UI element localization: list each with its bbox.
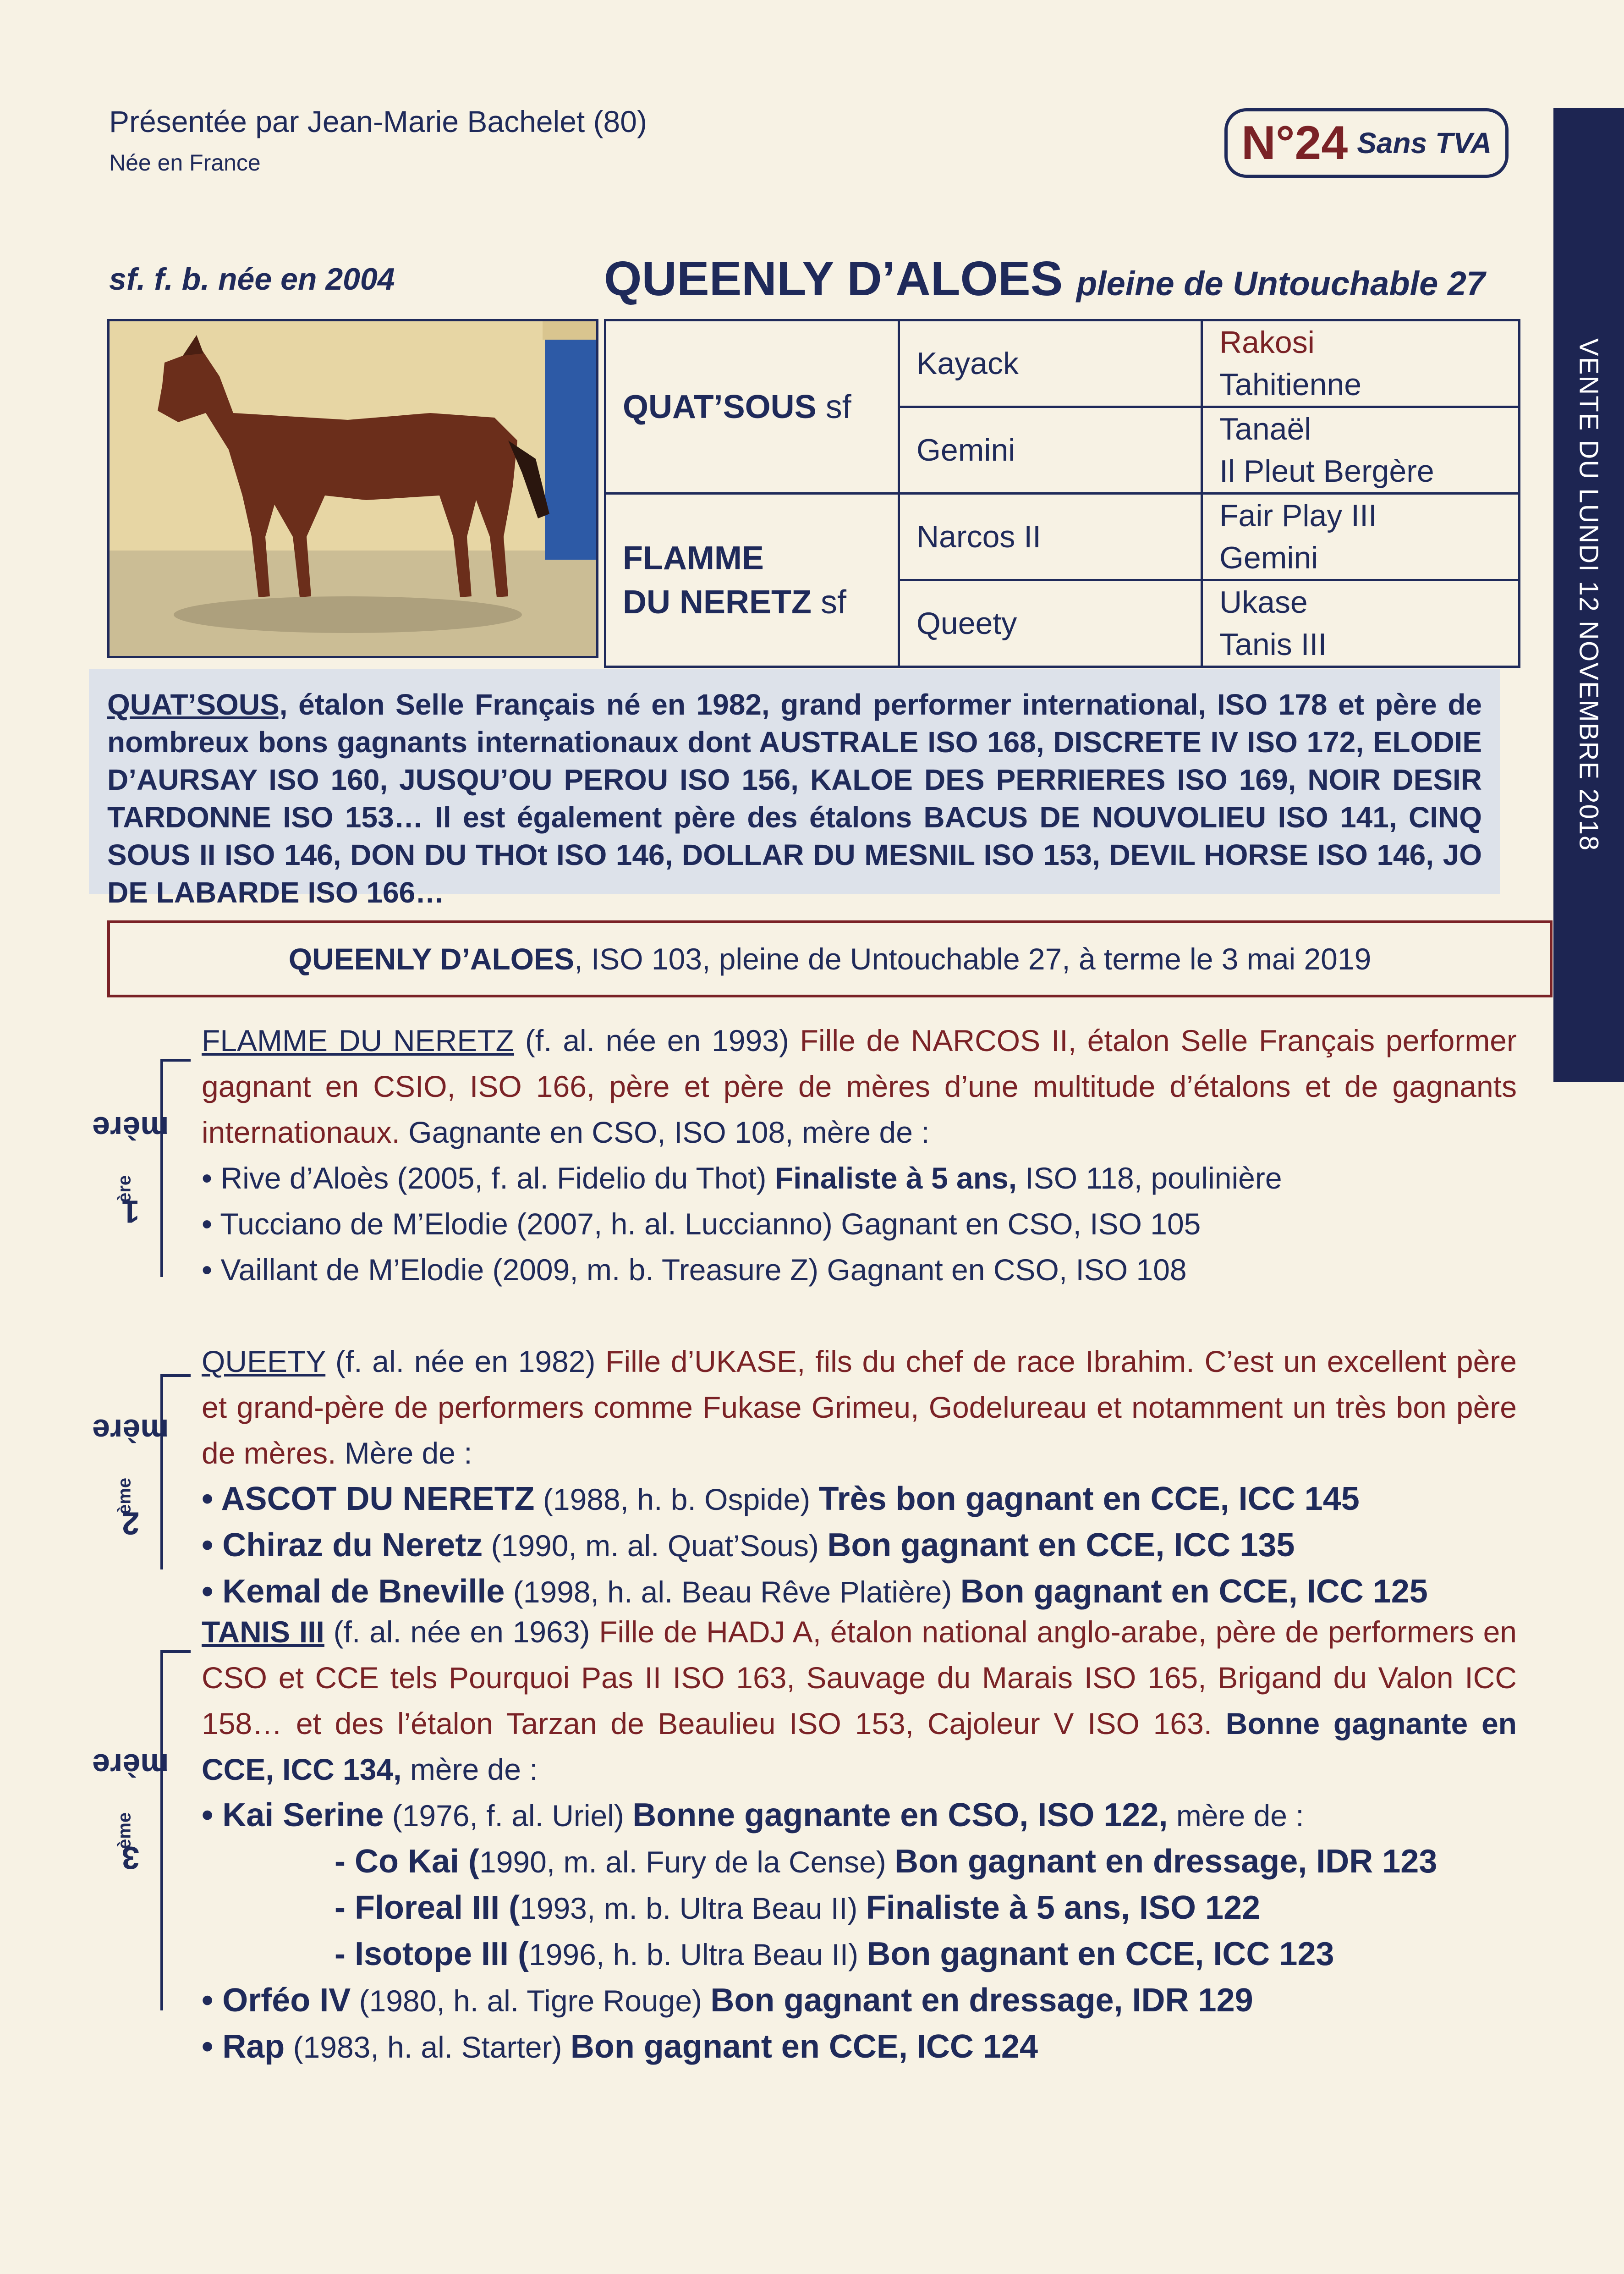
dam2-offspring-1: • Chiraz du Neretz (1990, m. al. Quat’Sous) Bon gagnant en CCE, ICC 135 xyxy=(202,1527,1295,1564)
dam3-other-1: • Rap (1983, h. al. Starter) Bon gagnant en CCE, ICC 124 xyxy=(202,2028,1038,2065)
sire-suffix: sf xyxy=(825,388,851,425)
horse-photo xyxy=(107,319,598,658)
dam1-offspring-0: • Rive d’Aloès (2005, f. al. Fidelio du Thot) Finaliste à 5 ans, ISO 118, poulinière xyxy=(202,1161,1282,1195)
dam3-section xyxy=(202,1609,1517,2070)
presenter-line: Présentée par Jean-Marie Bachelet (80) xyxy=(109,105,647,138)
horse-name: QUEENLY D’ALOES xyxy=(604,252,1063,306)
pedigree-sire-dam: Gemini xyxy=(899,407,1202,494)
dam3-birth: (f. al. née en 1963) xyxy=(324,1615,599,1649)
pedigree-dss-dsd xyxy=(1202,494,1520,580)
dam1-sire-info: Fille de NARCOS II, étalon Selle Français performer gagnant en CSIO, ISO 166, père et père de mères d’une multitude d’étalons et de gagnants internationaux. xyxy=(202,1024,1517,1149)
dam2-offspring-0: • ASCOT DU NERETZ (1988, h. b. Ospide) Très bon gagnant en CCE, ICC 145 xyxy=(202,1481,1360,1517)
dam-name-line1: FLAMME xyxy=(623,540,764,577)
lot-badge xyxy=(1224,108,1509,178)
dam2-name: QUEETY xyxy=(202,1344,326,1378)
pedigree-sire-sire: Kayack xyxy=(899,320,1202,407)
dam1-birth: (f. al. née en 1993) xyxy=(514,1024,800,1057)
desc-lead: QUAT’SOUS, xyxy=(107,688,288,721)
dam3-label: 3ème mère xyxy=(92,1747,169,1876)
dam-name-line2: DU NERETZ xyxy=(623,584,812,621)
dam2-section xyxy=(202,1338,1517,1615)
dam3-kai: • Kai Serine (1976, f. al. Uriel) Bonne gagnante en CSO, ISO 122, mère de : xyxy=(202,1797,1304,1834)
dam3-sire-info: Fille de HADJ A, étalon national anglo-arabe, père de performers en CSO et CCE tels Pourquoi Pas II ISO 163, Sauvage du Marais ISO 165, Brigand du Valon ICC 158… et des l’étalon Tarzan de Beaulieu ISO 153, Cajoleur V ISO 163. xyxy=(202,1615,1517,1740)
pedigree-dss: Fair Play III xyxy=(1219,498,1377,533)
pedigree-dam xyxy=(605,494,899,667)
pedigree-sss-ssd xyxy=(1202,320,1520,407)
horse-photo-image xyxy=(110,321,596,656)
dam1-bracket xyxy=(160,1059,191,1277)
birthplace-line: Née en France xyxy=(109,150,261,176)
dam2-birth: (f. al. née en 1982) xyxy=(325,1344,606,1378)
dam2-bracket xyxy=(160,1374,191,1569)
sale-summary-name: QUEENLY D’ALOES xyxy=(288,942,575,976)
dam1-rest: Gagnante en CSO, ISO 108, mère de : xyxy=(400,1115,930,1149)
horse-pregnancy: pleine de Untouchable 27 xyxy=(1076,264,1486,303)
dam1-offspring-2: • Vaillant de M’Elodie (2009, m. b. Treasure Z) Gagnant en CSO, ISO 108 xyxy=(202,1253,1187,1287)
pedigree-sdd: Il Pleut Bergère xyxy=(1219,454,1434,489)
dam2-label: 2ème mère xyxy=(92,1412,169,1542)
dam3-name: TANIS III xyxy=(202,1615,324,1649)
dam3-rest: mère de : xyxy=(401,1752,538,1786)
dam2-offspring-2: • Kemal de Bneville (1998, h. al. Beau Rêve Platière) Bon gagnant en CCE, ICC 125 xyxy=(202,1573,1428,1610)
pedigree-ddd: Tanis III xyxy=(1219,627,1327,662)
dam2-rest: Mère de : xyxy=(336,1436,472,1470)
dam1-section xyxy=(202,1018,1517,1293)
dam1-offspring-1: • Tucciano de M’Elodie (2007, h. al. Luccianno) Gagnant en CSO, ISO 105 xyxy=(202,1207,1201,1241)
pedigree-sds-sdd xyxy=(1202,407,1520,494)
pedigree-dam-sire: Narcos II xyxy=(899,494,1202,580)
sire-description xyxy=(89,669,1500,909)
dam3-grand-0: - Co Kai (1990, m. al. Fury de la Cense) Bon gagnant en dressage, IDR 123 xyxy=(335,1843,1437,1880)
dam3-bold: Bonne gagnante en CCE, ICC 134, xyxy=(202,1707,1517,1786)
side-banner-text: VENTE DU LUNDI 12 NOVEMBRE 2018 xyxy=(1574,338,1604,852)
pedigree-sire xyxy=(605,320,899,494)
dam3-bracket xyxy=(160,1650,191,2010)
pedigree-dam-dam: Queety xyxy=(899,580,1202,667)
pedigree-sds: Tanaël xyxy=(1219,412,1311,446)
pedigree-table xyxy=(604,319,1520,668)
horse-title xyxy=(604,251,1485,307)
dam3-grand-1: - Floreal III (1993, m. b. Ultra Beau II) Finaliste à 5 ans, ISO 122 xyxy=(335,1889,1261,1926)
sire-name: QUAT’SOUS xyxy=(623,388,817,425)
dam1-label: 1ère mère xyxy=(92,1110,169,1230)
dam-suffix: sf xyxy=(821,584,847,621)
dam3-grand-2: - Isotope III (1996, h. b. Ultra Beau II) Bon gagnant en CCE, ICC 123 xyxy=(335,1936,1334,1972)
breed-line: sf. f. b. née en 2004 xyxy=(109,262,395,297)
sale-summary-rest: , ISO 103, pleine de Untouchable 27, à terme le 3 mai 2019 xyxy=(574,942,1372,976)
lot-tva: Sans TVA xyxy=(1357,127,1492,160)
dam3-other-0: • Orféo IV (1980, h. al. Tigre Rouge) Bon gagnant en dressage, IDR 129 xyxy=(202,1982,1253,2019)
dam2-sire-info: Fille d’UKASE, fils du chef de race Ibrahim. C’est un excellent père et grand-père de performers comme Fukase Grimeu, Godelureau et notamment un très bon père de mères. xyxy=(202,1344,1517,1470)
sale-summary xyxy=(107,920,1553,997)
desc-text: étalon Selle Français né en 1982, grand performer international, ISO 178 et père de nombreux bons gagnants internationaux dont AUSTRALE ISO 168, DISCRETE IV ISO 172, ELODIE D’AURSAY ISO 160, JUSQU’OU PEROU ISO 156, KALOE DES PERRIERES ISO 169, NOIR DESIR TARDONNE ISO 153… Il est également père des étalons BACUS DE NOUVOLIEU ISO 141, CINQ SOUS II ISO 146, DON DU THOt ISO 146, DOLLAR DU MESNIL ISO 153, DEVIL HORSE ISO 146, JO DE LABARDE ISO 166… xyxy=(107,688,1482,909)
pedigree-dds: Ukase xyxy=(1219,585,1308,620)
side-banner-text-wrap xyxy=(1553,108,1624,1082)
pedigree-dsd: Gemini xyxy=(1219,540,1318,575)
pedigree-sss: Rakosi xyxy=(1219,325,1315,360)
lot-number: N°24 xyxy=(1241,116,1348,170)
pedigree-ssd: Tahitienne xyxy=(1219,367,1362,402)
pedigree-dds-ddd xyxy=(1202,580,1520,667)
dam1-name: FLAMME DU NERETZ xyxy=(202,1024,515,1057)
